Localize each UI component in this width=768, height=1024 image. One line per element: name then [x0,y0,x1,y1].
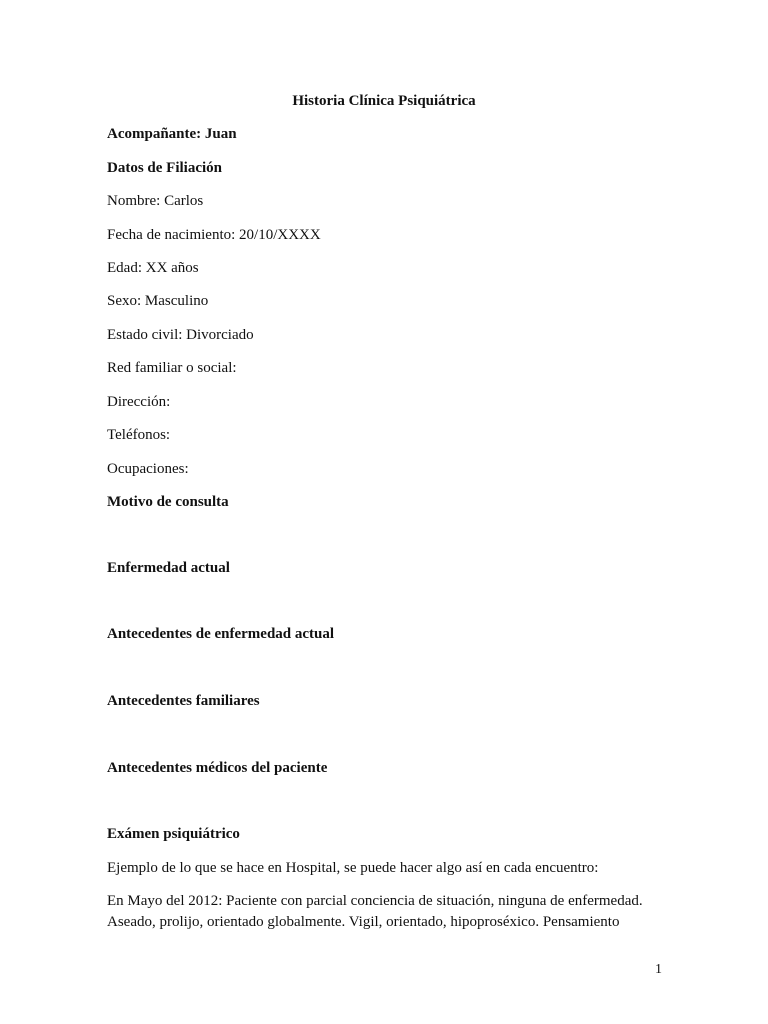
current-illness-history-heading: Antecedentes de enfermedad actual [107,626,335,642]
phones-field: Teléfonos: [107,427,171,443]
exam-intro-text: Ejemplo de lo que se hace en Hospital, se puede hacer algo así en cada encuentro: [107,860,599,876]
document-title: Historia Clínica Psiquiátrica [292,93,476,109]
psych-exam-heading: Exámen psiquiátrico [107,826,240,842]
civil-status-field: Estado civil: Divorciado [107,327,254,343]
network-field: Red familiar o social: [107,360,237,376]
current-illness-heading: Enfermedad actual [107,560,230,576]
occupations-field: Ocupaciones: [107,461,189,477]
sex-field: Sexo: Masculino [107,293,209,309]
consult-reason-heading: Motivo de consulta [107,494,229,510]
name-field: Nombre: Carlos [107,193,204,209]
exam-paragraph-line-2: Aseado, prolijo, orientado globalmente. Vigil, orientado, hipoproséxico. Pensamiento [107,914,620,930]
page-number: 1 [655,962,662,977]
companion-line: Acompañante: Juan [107,126,237,142]
age-field: Edad: XX años [107,260,199,276]
family-history-heading: Antecedentes familiares [107,693,260,709]
filiation-heading: Datos de Filiación [107,160,222,176]
medical-history-heading: Antecedentes médicos del paciente [107,760,328,776]
birth-date-field: Fecha de nacimiento: 20/10/XXXX [107,227,321,243]
address-field: Dirección: [107,394,171,410]
exam-paragraph-line-1: En Mayo del 2012: Paciente con parcial conciencia de situación, ninguna de enfermedad. [107,893,643,909]
